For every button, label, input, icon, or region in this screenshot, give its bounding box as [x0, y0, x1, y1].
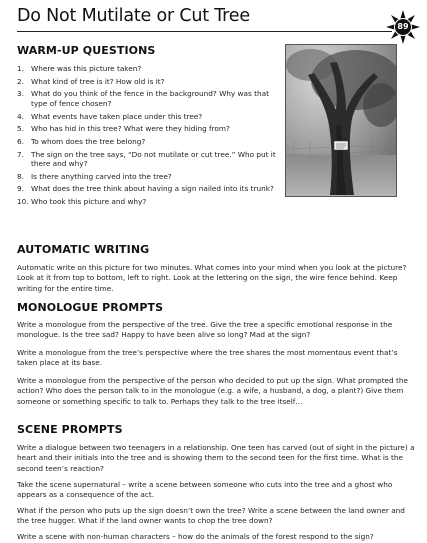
page-number: 89 — [397, 22, 409, 31]
question-number: 7. — [17, 149, 24, 159]
warmup-question-item — [17, 89, 279, 108]
scene-prompt-3: What if the person who puts up the sign doesn’t own the tree? Write a scene between the land owner and the tree hugger. What if the land owner wants to chop the tree down? — [17, 506, 405, 526]
question-text: What do you think of the fence in the background? Why was that type of fence chosen? — [31, 89, 269, 108]
monologue-prompt-3: Write a monologue from the perspective of the person who decided to put up the sign. What prompted the action? Who does the person talk to in the monologue (e.g. a wife, a husband, a dog, a plant?) Give them someone or something specific to talk to. Perhaps they talk to the tree itself… — [17, 376, 408, 406]
page-title: Do Not Mutilate or Cut Tree — [17, 6, 250, 26]
monologue-heading: MONOLOGUE PROMPTS — [17, 301, 164, 314]
monologue-prompt-2: Write a monologue from the tree’s perspective where the tree shares the most momentous event that’s taken place at its base. — [17, 348, 398, 368]
question-text: What does the tree think about having a sign nailed into its trunk? — [31, 184, 274, 194]
warmup-question-item — [17, 124, 279, 133]
question-text: Who took this picture and why? — [31, 197, 147, 207]
question-number: 1. — [17, 64, 24, 73]
question-number: 10. — [17, 197, 29, 207]
title-underline — [17, 31, 392, 32]
question-number: 8. — [17, 171, 24, 181]
question-text: Is there anything carved into the tree? — [31, 171, 172, 181]
question-number: 6. — [17, 136, 24, 146]
question-number: 9. — [17, 184, 24, 194]
question-text: Who has hid in this tree? What were they hiding from? — [31, 124, 230, 134]
warmup-question-item — [17, 184, 279, 193]
question-text: What kind of tree is it? How old is it? — [31, 76, 165, 86]
warmup-question-item — [17, 112, 279, 121]
scene-prompt-2: Take the scene supernatural – write a scene between someone who cuts into the tree and a ghost who appears as a consequence of the act. — [17, 480, 393, 500]
question-number: 4. — [17, 111, 24, 121]
warmup-question-item — [17, 197, 279, 206]
question-text: To whom does the tree belong? — [31, 136, 146, 146]
question-number: 2. — [17, 76, 24, 86]
question-text: Where was this picture taken? — [31, 64, 142, 73]
warmup-question-item — [17, 172, 279, 181]
scene-heading: SCENE PROMPTS — [17, 423, 123, 436]
warmup-question-item — [17, 64, 279, 73]
tree-photo-image — [286, 45, 396, 196]
question-text: What events have taken place under this tree? — [31, 111, 203, 121]
automatic-writing-heading: AUTOMATIC WRITING — [17, 243, 150, 256]
warmup-question-item — [17, 77, 279, 86]
scene-prompt-1: Write a dialogue between two teenagers in a relationship. One teen has carved (out of sight in the picture) a heart and their initials into the tree and is showing them to the second teen for the first time. What is the second teen’s reaction? — [17, 443, 415, 473]
tree-photo — [285, 44, 397, 197]
question-number: 3. — [17, 89, 24, 99]
scene-prompt-4: Write a scene with non-human characters – how do the animals of the forest respond to the sign? — [17, 532, 374, 541]
warmup-question-list — [17, 64, 279, 210]
warmup-question-item — [17, 150, 279, 169]
monologue-prompt-1: Write a monologue from the perspective of the tree. Give the tree a specific emotional response in the monologue. Is the tree sad? Happy to have been alive so long? Mad at the sign? — [17, 320, 393, 340]
warmup-question-item — [17, 137, 279, 146]
page-number-badge — [386, 10, 420, 44]
question-number: 5. — [17, 124, 24, 134]
warmup-heading: WARM-UP QUESTIONS — [17, 44, 156, 57]
automatic-writing-text: Automatic write on this picture for two minutes. What comes into your mind when you look at the picture? Look at it from top to bottom, left to right. Look at the lettering on the sign, the wire fence behind. Keep writing for the entire time. — [17, 263, 407, 293]
question-text: The sign on the tree says, “Do not mutilate or cut tree.” Who put it there and why? — [31, 149, 276, 169]
